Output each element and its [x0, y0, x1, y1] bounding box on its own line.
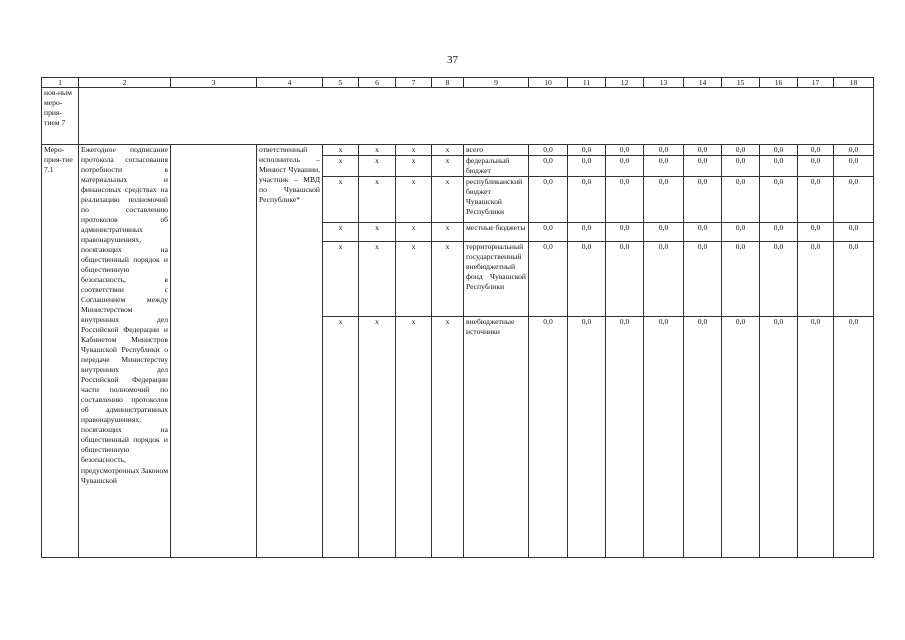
code-cell-c7: x: [396, 317, 432, 558]
funding-value: 0,0: [644, 317, 684, 558]
funding-value: 0,0: [529, 177, 568, 223]
previous-row-continuation: [42, 88, 874, 145]
funding-value: 0,0: [568, 145, 606, 156]
previous-row-label: нов-ным меро-прия-тием 7: [42, 88, 79, 145]
funding-source: всего: [464, 145, 529, 156]
funding-value: 0,0: [684, 177, 722, 223]
funding-value: 0,0: [722, 317, 760, 558]
funding-value: 0,0: [722, 223, 760, 242]
column-number: 15: [722, 78, 760, 88]
column-number: 11: [568, 78, 606, 88]
code-cell-c6: x: [359, 156, 396, 177]
code-cell-c8: x: [432, 223, 464, 242]
code-cell-c8: x: [432, 156, 464, 177]
funding-value: 0,0: [644, 177, 684, 223]
code-cell-c5: x: [323, 317, 359, 558]
code-cell-c6: x: [359, 317, 396, 558]
event-executor: ответственный исполнитель – Минюст Чувашии, участник – МВД по Чувашской Республике*: [257, 145, 323, 558]
code-cell-c5: x: [323, 242, 359, 317]
code-cell-c7: x: [396, 145, 432, 156]
funding-value: 0,0: [798, 317, 834, 558]
funding-value: 0,0: [568, 317, 606, 558]
funding-value: 0,0: [644, 242, 684, 317]
funding-source: федеральный бюджет: [464, 156, 529, 177]
funding-source: внебюджетные источники: [464, 317, 529, 558]
funding-value: 0,0: [529, 223, 568, 242]
code-cell-c7: x: [396, 156, 432, 177]
column-number: 12: [606, 78, 644, 88]
funding-value: 0,0: [834, 317, 874, 558]
funding-value: 0,0: [760, 145, 798, 156]
previous-row-empty: [79, 88, 874, 145]
funding-value: 0,0: [798, 223, 834, 242]
funding-value: 0,0: [684, 317, 722, 558]
column-number: 16: [760, 78, 798, 88]
funding-source: республиканский бюджет Чувашской Республики: [464, 177, 529, 223]
funding-value: 0,0: [684, 242, 722, 317]
code-cell-c8: x: [432, 242, 464, 317]
funding-value: 0,0: [722, 156, 760, 177]
funding-value: 0,0: [529, 145, 568, 156]
funding-value: 0,0: [722, 177, 760, 223]
funding-value: 0,0: [760, 242, 798, 317]
funding-source: территориальный государственный внебюджетный фонд Чувашской Республики: [464, 242, 529, 317]
column-number: 7: [396, 78, 432, 88]
page-number: 37: [447, 54, 458, 66]
funding-value: 0,0: [798, 156, 834, 177]
funding-value: 0,0: [606, 177, 644, 223]
funding-value: 0,0: [568, 242, 606, 317]
code-cell-c6: x: [359, 242, 396, 317]
column-number: 18: [834, 78, 874, 88]
funding-value: 0,0: [722, 145, 760, 156]
column-number: 4: [257, 78, 323, 88]
funding-value: 0,0: [684, 223, 722, 242]
code-cell-c5: x: [323, 223, 359, 242]
column-number: 5: [323, 78, 359, 88]
funding-value: 0,0: [529, 156, 568, 177]
funding-value: 0,0: [834, 145, 874, 156]
funding-value: 0,0: [606, 156, 644, 177]
funding-value: 0,0: [834, 177, 874, 223]
funding-value: 0,0: [722, 242, 760, 317]
funding-value: 0,0: [644, 145, 684, 156]
funding-value: 0,0: [834, 242, 874, 317]
column-number: 6: [359, 78, 396, 88]
funding-value: 0,0: [760, 156, 798, 177]
code-cell-c7: x: [396, 177, 432, 223]
column-number: 3: [171, 78, 257, 88]
column-number: 8: [432, 78, 464, 88]
code-cell-c6: x: [359, 145, 396, 156]
code-cell-c8: x: [432, 317, 464, 558]
funding-value: 0,0: [760, 223, 798, 242]
funding-value: 0,0: [834, 156, 874, 177]
funding-value: 0,0: [529, 317, 568, 558]
funding-value: 0,0: [644, 156, 684, 177]
column-number: 9: [464, 78, 529, 88]
column-number: 1: [42, 78, 79, 88]
funding-value: 0,0: [834, 223, 874, 242]
funding-value: 0,0: [568, 177, 606, 223]
column-number-row: [42, 78, 874, 88]
funding-value: 0,0: [568, 223, 606, 242]
funding-value: 0,0: [606, 223, 644, 242]
event-description: Ежегодное подписание протокола согласования потребности в материальных и финансовых средствах на реализацию полномочий по составлению протоколов об административных правонарушениях, посягающих на общественный порядок и общественную безопасность, в соответствии с Соглашением между Министерством внутренних дел Российской Федерации и Кабинетом Министров Чувашской Республики о передаче Министерству внутренних дел Российской Федерации части полномочий по составлению протоколов об административных правонарушениях, посягающих на общественный порядок и общественную безопасность, предусмотренных Законом Чувашской: [79, 145, 171, 558]
code-cell-c8: x: [432, 177, 464, 223]
code-cell-c7: x: [396, 223, 432, 242]
column-number: 14: [684, 78, 722, 88]
funding-value: 0,0: [798, 177, 834, 223]
funding-value: 0,0: [760, 317, 798, 558]
funding-value: 0,0: [606, 242, 644, 317]
event-column-3: [171, 145, 257, 558]
funding-row: [42, 145, 874, 156]
column-number: 10: [529, 78, 568, 88]
funding-value: 0,0: [798, 145, 834, 156]
funding-value: 0,0: [606, 145, 644, 156]
column-number: 17: [798, 78, 834, 88]
code-cell-c6: x: [359, 223, 396, 242]
funding-value: 0,0: [760, 177, 798, 223]
code-cell-c5: x: [323, 156, 359, 177]
code-cell-c8: x: [432, 145, 464, 156]
column-number: 13: [644, 78, 684, 88]
code-cell-c5: x: [323, 177, 359, 223]
funding-value: 0,0: [568, 156, 606, 177]
funding-value: 0,0: [684, 156, 722, 177]
funding-value: 0,0: [644, 223, 684, 242]
funding-value: 0,0: [798, 242, 834, 317]
column-number: 2: [79, 78, 171, 88]
funding-value: 0,0: [684, 145, 722, 156]
program-budget-table: [41, 77, 874, 558]
code-cell-c5: x: [323, 145, 359, 156]
funding-value: 0,0: [529, 242, 568, 317]
code-cell-c6: x: [359, 177, 396, 223]
event-code: Меро-прия-тие 7.1: [42, 145, 79, 558]
funding-value: 0,0: [606, 317, 644, 558]
funding-source: местные бюджеты: [464, 223, 529, 242]
code-cell-c7: x: [396, 242, 432, 317]
